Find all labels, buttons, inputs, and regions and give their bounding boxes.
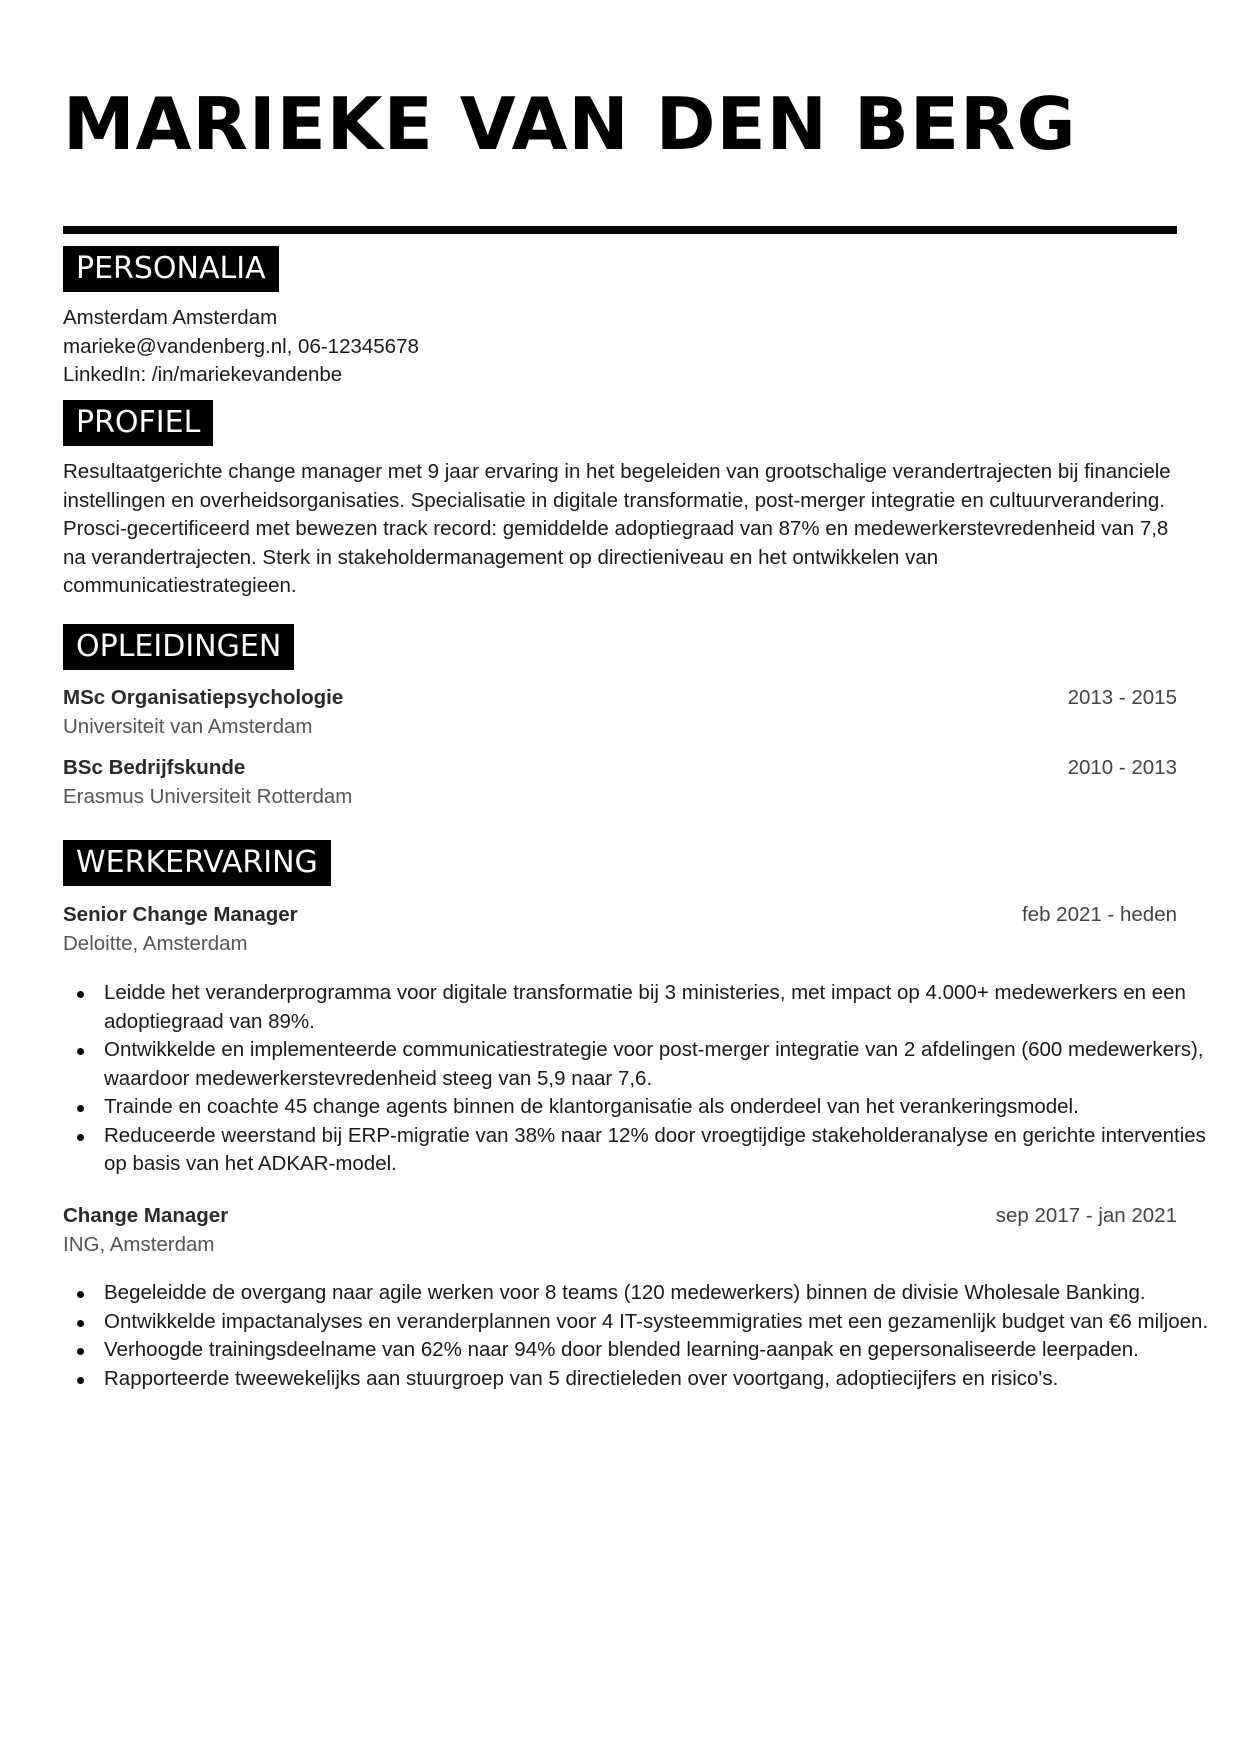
education-period: 2013 - 2015 (1067, 686, 1177, 709)
job-bullet: Reduceerde weerstand bij ERP-migratie van 38% naar 12% door vroegtijdige stakeholderanalyse en gerichte interventies op basis van het ADKAR-model. (104, 1122, 1218, 1179)
job-entry (63, 1202, 1177, 1259)
education-title: BSc Bedrijfskunde (63, 756, 246, 779)
education-institution: Universiteit van Amsterdam (63, 714, 313, 738)
education-entry (63, 754, 1177, 811)
job-bullet: Verhoogde trainingsdeelname van 62% naar 94% door blended learning-aanpak en gepersonaliseerde leerpaden. (104, 1336, 1218, 1365)
profile-block (63, 458, 1177, 601)
job-bullet: Rapporteerde tweewekelijks aan stuurgroep van 5 directieleden over voortgang, adoptiecijfers en risico's. (104, 1365, 1218, 1394)
education-period: 2010 - 2013 (1067, 756, 1177, 779)
job-company: Deloitte, Amsterdam (63, 931, 248, 955)
education-title: MSc Organisatiepsychologie (63, 686, 344, 709)
job-company: ING, Amsterdam (63, 1232, 215, 1256)
job-title: Change Manager (63, 1204, 229, 1227)
job-title: Senior Change Manager (63, 903, 298, 926)
education-institution: Erasmus Universiteit Rotterdam (63, 784, 353, 808)
job-bullet: Ontwikkelde impactanalyses en veranderplannen voor 4 IT-systeemmigraties met een gezamenlijk budget van €6 miljoen. (104, 1308, 1218, 1337)
job-bullets (63, 979, 1218, 1179)
section-title-profiel: PROFIEL (63, 400, 213, 446)
header-divider (63, 226, 1177, 234)
candidate-name: MARIEKE VAN DEN BERG (63, 82, 1077, 166)
job-bullet: Ontwikkelde en implementeerde communicatiestrategie voor post-merger integratie van 2 afdelingen (600 medewerkers), waardoor medewerkerstevredenheid steeg van 5,9 naar 7,6. (104, 1036, 1218, 1093)
education-entry (63, 684, 1177, 741)
profile-text: Resultaatgerichte change manager met 9 jaar ervaring in het begeleiden van grootschalige verandertrajecten bij financiele instellingen en overheidsorganisaties. Specialisatie in digitale transformatie, post-merger integratie en cultuurverandering. Prosci-gecertificeerd met bewezen track record: gemiddelde adoptiegraad van 87% en medewerkerstevredenheid van 7,8 na verandertrajecten. Sterk in stakeholdermanagement op directieniveau en het ontwikkelen van communicatiestrategieen. (63, 460, 1171, 597)
personalia-linkedin: LinkedIn: /in/mariekevandenbe (63, 363, 343, 386)
personalia-block (63, 304, 1177, 390)
job-bullets (63, 1279, 1218, 1393)
section-title-opleidingen: OPLEIDINGEN (63, 624, 294, 670)
personalia-contact: marieke@vandenberg.nl, 06-12345678 (63, 334, 419, 358)
section-title-personalia: PERSONALIA (63, 246, 279, 292)
job-entry (63, 901, 1177, 958)
job-period: sep 2017 - jan 2021 (995, 1204, 1177, 1227)
job-bullet: Begeleidde de overgang naar agile werken voor 8 teams (120 medewerkers) binnen de divisie Wholesale Banking. (104, 1279, 1218, 1308)
job-bullet: Leidde het veranderprogramma voor digitale transformatie bij 3 ministeries, met impact op 4.000+ medewerkers en een adoptiegraad van 89%. (104, 979, 1218, 1036)
job-period: feb 2021 - heden (1021, 903, 1177, 926)
personalia-location: Amsterdam Amsterdam (63, 306, 278, 329)
job-bullet: Trainde en coachte 45 change agents binnen de klantorganisatie als onderdeel van het verankeringsmodel. (104, 1093, 1218, 1122)
section-title-werkervaring: WERKERVARING (63, 840, 331, 886)
